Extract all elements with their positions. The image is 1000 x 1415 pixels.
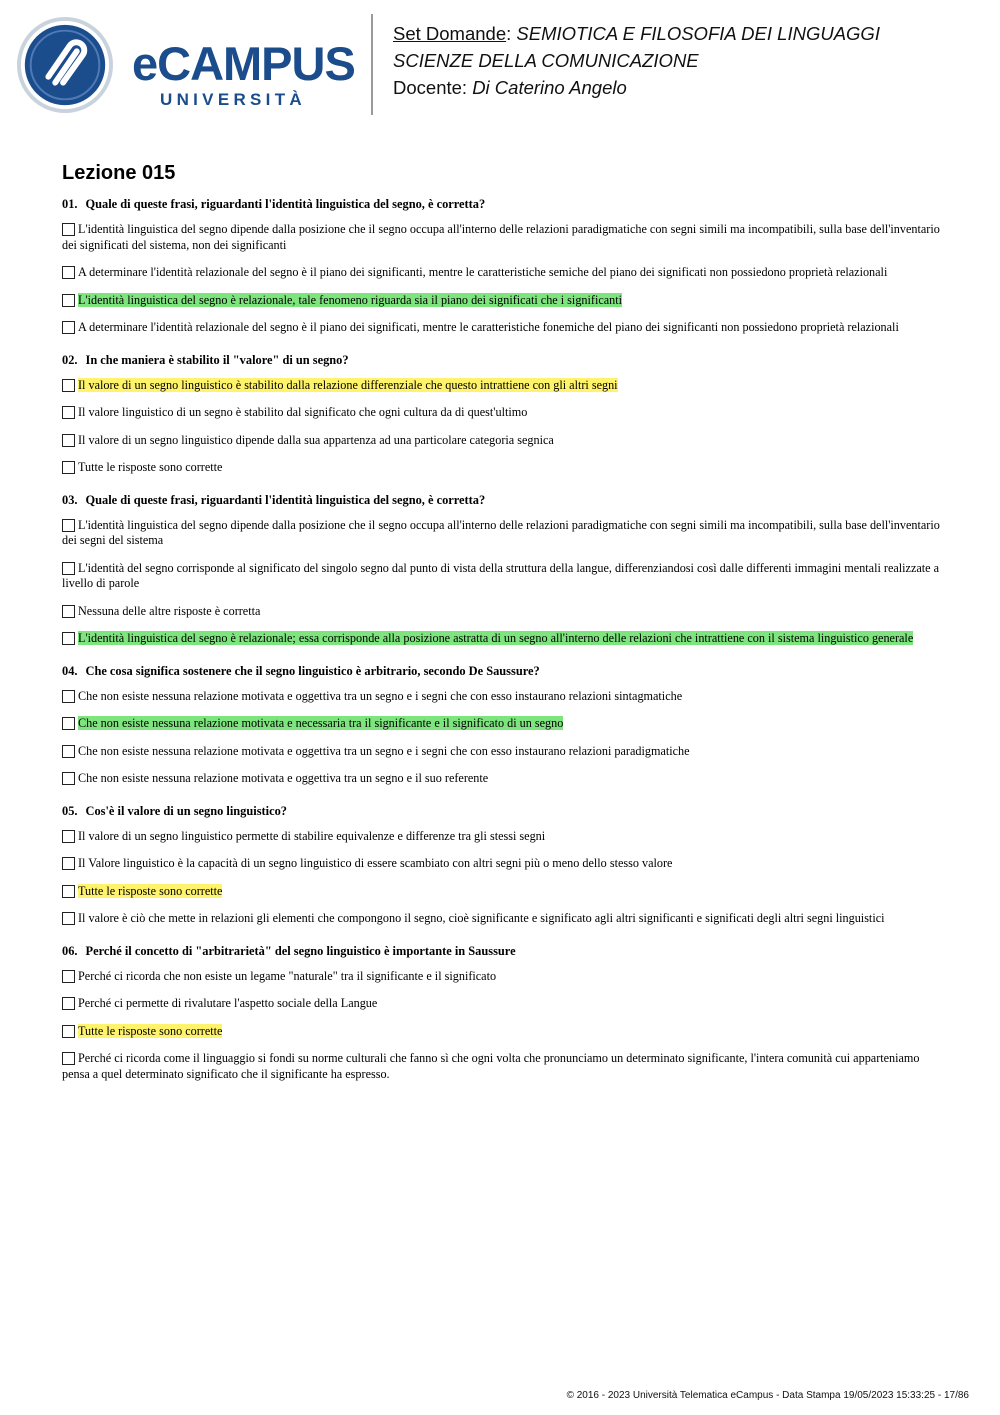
question — [62, 492, 942, 647]
answer-option — [62, 405, 942, 421]
answer-text: Che non esiste nessuna relazione motivata e oggettiva tra un segno e i segni che con esso instaurano relazioni sintagmatiche — [78, 688, 683, 703]
question-label: Perché il concetto di "arbitrarietà" del segno linguistico è importante in Saussure — [85, 943, 516, 958]
answer-checkbox[interactable] — [62, 912, 75, 925]
answer-checkbox[interactable] — [62, 1052, 75, 1065]
question — [62, 196, 942, 336]
answer-option — [62, 293, 942, 309]
answer-text: Il valore linguistico di un segno è stabilito dal significato che ogni cultura da di quest'ultimo — [78, 405, 528, 419]
answer-text: Tutte le risposte sono corrette — [78, 460, 223, 474]
answer-checkbox[interactable] — [62, 745, 75, 758]
answer-text: Tutte le risposte sono corrette — [78, 1023, 223, 1038]
answer-checkbox[interactable] — [62, 857, 75, 870]
answer-text: Il valore di un segno linguistico dipende dalla sua appartenza ad una particolare categoria segnica — [78, 432, 554, 447]
answer-text: L'identità del segno corrisponde al significato del singolo segno dal punto di vista della struttura della langue, differenziandosi così dalle differenti immagini mentali realizzate a livello di parole — [62, 560, 940, 590]
ecampus-seal-logo — [16, 16, 114, 114]
question-number: 01. — [62, 197, 78, 211]
answer-checkbox[interactable] — [62, 632, 75, 645]
answer-text: Il valore di un segno linguistico è stabilito dalla relazione differenziale che questo intrattiene con gli altri segni — [78, 377, 618, 392]
answer-checkbox[interactable] — [62, 321, 75, 334]
question-number: 04. — [62, 663, 78, 678]
answer-checkbox[interactable] — [62, 717, 75, 730]
answer-option — [62, 265, 942, 281]
answer-checkbox[interactable] — [62, 223, 75, 236]
answer-text: Perché ci permette di rivalutare l'aspetto sociale della Langue — [78, 996, 378, 1010]
answer-checkbox[interactable] — [62, 1025, 75, 1038]
answer-checkbox[interactable] — [62, 406, 75, 419]
question-text — [62, 352, 942, 368]
answer-checkbox[interactable] — [62, 830, 75, 843]
answer-option — [62, 969, 942, 985]
answer-option — [62, 884, 942, 900]
answer-text: L'identità linguistica del segno dipende dalla posizione che il segno occupa all'interno delle relazioni paradigmatiche con segni simili ma incompatibili, sulla base dell'inventario dei significati del sistema, non dei significanti — [62, 222, 940, 252]
question — [62, 943, 942, 1083]
lesson-title: Lezione 015 — [62, 162, 176, 184]
answer-checkbox[interactable] — [62, 294, 75, 307]
answer-option — [62, 716, 942, 732]
answer-text: A determinare l'identità relazionale del segno è il piano dei significanti, mentre le caratteristiche semiche del piano dei significati non possiedono proprietà relazionali — [78, 265, 888, 279]
answer-text: Il Valore linguistico è la capacità di un segno linguistico di essere scambiato con altri segni più o meno dello stesso valore — [78, 856, 673, 870]
answer-checkbox[interactable] — [62, 379, 75, 392]
question-text — [62, 492, 942, 508]
question-label: Quale di queste frasi, riguardanti l'identità linguistica del segno, è corretta? — [85, 197, 486, 211]
answer-text: Il valore è ciò che mette in relazioni gli elementi che compongono il segno, cioè significante e significato agli altri significanti e significati degli altri segni linguistici — [78, 911, 885, 925]
question-label: Che cosa significa sostenere che il segno linguistico è arbitrario, secondo De Saussure? — [85, 663, 540, 678]
answer-checkbox[interactable] — [62, 461, 75, 474]
question-list — [62, 196, 942, 1098]
answer-option — [62, 911, 942, 927]
answer-checkbox[interactable] — [62, 562, 75, 575]
answer-option — [62, 604, 942, 620]
answer-text: L'identità linguistica del segno è relazionale; essa corrisponde alla posizione astratta di un segno all'interno delle relazioni che intrattiene con il sistema linguistico generale — [78, 631, 914, 645]
answer-checkbox[interactable] — [62, 885, 75, 898]
set-info — [393, 20, 880, 101]
answer-text: L'identità linguistica del segno è relazionale, tale fenomeno riguarda sia il piano dei significati che i significanti — [78, 292, 623, 307]
teacher-label: Docente: — [393, 77, 468, 98]
brand-subtitle: UNIVERSITÀ — [160, 90, 306, 109]
answer-text: Che non esiste nessuna relazione motivata e necessaria tra il significante e il significato di un segno — [78, 716, 564, 730]
question — [62, 663, 942, 787]
question-label: In che maniera è stabilito il "valore" di un segno? — [85, 352, 349, 367]
header-divider — [371, 14, 373, 115]
question-label: Cos'è il valore di un segno linguistico? — [85, 803, 287, 818]
ecampus-wordmark — [132, 37, 355, 109]
answer-checkbox[interactable] — [62, 519, 75, 532]
answer-checkbox[interactable] — [62, 772, 75, 785]
answer-option — [62, 378, 942, 394]
answer-option — [62, 1051, 942, 1082]
question — [62, 803, 942, 927]
set-title-line: Set Domande: SEMIOTICA E FILOSOFIA DEI LINGUAGGI — [393, 23, 880, 44]
teacher-name: Di Caterino Angelo — [472, 77, 627, 98]
question-label: Quale di queste frasi, riguardanti l'identità linguistica del segno, è corretta? — [85, 492, 486, 507]
answer-checkbox[interactable] — [62, 690, 75, 703]
question-text — [62, 943, 942, 959]
answer-option — [62, 433, 942, 449]
answer-text: Nessuna delle altre risposte è corretta — [78, 603, 261, 618]
set-title: SEMIOTICA E FILOSOFIA DEI LINGUAGGI — [516, 23, 880, 44]
answer-text: Perché ci ricorda che non esiste un legame "naturale" tra il significante e il significato — [78, 968, 497, 983]
page-header — [0, 0, 1000, 120]
question-number: 03. — [62, 492, 78, 507]
question-number: 05. — [62, 803, 78, 818]
answer-text: A determinare l'identità relazionale del segno è il piano dei significati, mentre le caratteristiche fonemiche del piano dei significanti non possiedono proprietà relazionali — [78, 320, 899, 334]
answer-option — [62, 1024, 942, 1040]
brand-name: eCAMPUS — [132, 37, 355, 90]
answer-option — [62, 460, 942, 476]
answer-text: Che non esiste nessuna relazione motivata e oggettiva tra un segno e il suo referente — [78, 771, 489, 785]
answer-option — [62, 631, 942, 647]
question-text — [62, 196, 942, 212]
question-text — [62, 663, 942, 679]
answer-option — [62, 222, 942, 253]
course-name: SCIENZE DELLA COMUNICAZIONE — [393, 50, 699, 71]
answer-option — [62, 856, 942, 872]
answer-text: L'identità linguistica del segno dipende dalla posizione che il segno occupa all'interno delle relazioni paradigmatiche con segni simili ma incompatibili, sulla base dell'inventario dei segni del sistema — [62, 517, 940, 547]
answer-option — [62, 320, 942, 336]
answer-checkbox[interactable] — [62, 605, 75, 618]
question-number: 06. — [62, 943, 78, 958]
answer-option — [62, 518, 942, 549]
answer-checkbox[interactable] — [62, 434, 75, 447]
answer-option — [62, 771, 942, 787]
set-label: Set Domande — [393, 23, 507, 44]
answer-text: Che non esiste nessuna relazione motivata e oggettiva tra un segno e i segni che con esso instaurano relazioni paradigmatiche — [78, 743, 690, 758]
answer-text: Il valore di un segno linguistico permette di stabilire equivalenze e differenze tra gli stessi segni — [78, 828, 546, 843]
answer-text: Perché ci ricorda come il linguaggio si fondi su norme culturali che fanno sì che ogni volta che pronunciamo un determinato significante, l'intera comunità cui apparteniamo pensa a quel determinato significato che il significante ha espresso. — [62, 1051, 920, 1081]
question-text — [62, 803, 942, 819]
question — [62, 352, 942, 476]
answer-checkbox[interactable] — [62, 997, 75, 1010]
answer-option — [62, 829, 942, 845]
answer-option — [62, 744, 942, 760]
answer-checkbox[interactable] — [62, 970, 75, 983]
answer-text: Tutte le risposte sono corrette — [78, 883, 223, 898]
answer-option — [62, 689, 942, 705]
answer-option — [62, 996, 942, 1012]
question-number: 02. — [62, 352, 78, 367]
answer-checkbox[interactable] — [62, 266, 75, 279]
page-footer: © 2016 - 2023 Università Telematica eCampus - Data Stampa 19/05/2023 15:33:25 - 17/86 — [566, 1390, 969, 1401]
answer-option — [62, 561, 942, 592]
